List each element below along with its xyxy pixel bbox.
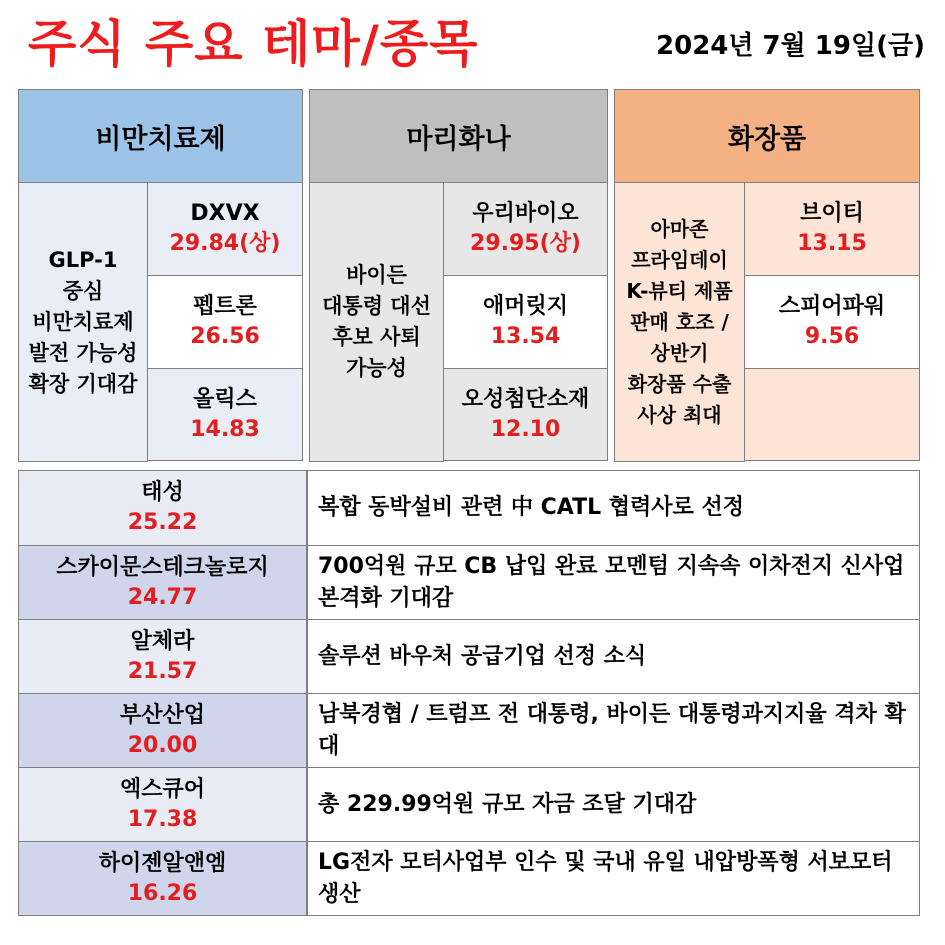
stock-cell: [18, 767, 307, 842]
stock-change: 13.15: [797, 231, 867, 256]
stock-change: 29.84(상): [169, 231, 281, 256]
stock-change: 24.77: [127, 584, 198, 610]
table-row: [18, 693, 920, 768]
stock-change: 14.83: [190, 416, 260, 442]
theme-title: 비만치료제: [18, 89, 303, 183]
stock-reason: 솔루션 바우처 공급기업 선정 소식: [307, 619, 920, 694]
stock-name: 우리바이오: [472, 201, 579, 226]
table-row: [18, 545, 920, 620]
report-date: 2024년 7월 19일(금): [656, 31, 925, 61]
stock-cell: [443, 182, 608, 276]
stock-cell: [18, 841, 307, 916]
stock-reason: 남북경협 / 트럼프 전 대통령, 바이든 대통령과지지율 격차 확대: [307, 693, 920, 768]
stock-change: 16.26: [127, 880, 198, 906]
empty-stock-cell: [744, 368, 920, 461]
stock-name: 엑스큐어: [119, 776, 205, 802]
stock-change: 17.38: [127, 806, 198, 832]
stock-cell: [443, 275, 608, 369]
stock-cell: [18, 619, 307, 694]
stock-reason: 총 229.99억원 규모 자금 조달 기대감: [307, 767, 920, 842]
stock-cell: [744, 275, 920, 369]
stock-cell: [18, 545, 307, 620]
theme-description: 아마존 프라임데이 K-뷰티 제품 판매 호조 / 상반기 화장품 수출 사상 최대: [614, 182, 745, 462]
stock-reason: LG전자 모터사업부 인수 및 국내 유일 내압방폭형 서보모터 생산: [307, 841, 920, 916]
stock-name: 부산산업: [119, 702, 205, 728]
stock-name: 브이티: [800, 201, 864, 226]
stock-name: DXVX: [190, 201, 260, 226]
theme-title: 마리화나: [309, 89, 608, 183]
table-row: [18, 767, 920, 842]
stock-change: 26.56: [190, 324, 260, 349]
table-row: [18, 619, 920, 694]
stock-cell: [744, 182, 920, 276]
stock-change: 25.22: [127, 510, 198, 535]
theme-title: 화장품: [614, 89, 920, 183]
stock-change: 21.57: [127, 658, 198, 684]
table-row: [18, 841, 920, 916]
theme-panel-obesity: [18, 89, 303, 461]
stock-name: 스카이문스테크놀로지: [56, 554, 269, 580]
stock-name: 펩트론: [193, 294, 257, 319]
stock-cell: [18, 693, 307, 768]
stock-cell: [147, 368, 303, 461]
stock-reason: 700억원 규모 CB 납입 완료 모멘텀 지속속 이차전지 신사업 본격화 기대감: [307, 545, 920, 620]
table-row: [18, 470, 920, 546]
theme-description: GLP-1 중심 비만치료제 발전 가능성 확장 기대감: [18, 182, 148, 462]
theme-panel-cosmetics: [614, 89, 920, 461]
stock-name: 애머릿지: [482, 294, 568, 319]
page-title: 주식 주요 테마/종목: [28, 15, 479, 73]
theme-panel-marijuana: [309, 89, 608, 461]
stock-name: 태성: [141, 480, 184, 505]
stock-reason: 복합 동박설비 관련 中 CATL 협력사로 선정: [307, 470, 920, 546]
stock-change: 13.54: [490, 324, 561, 349]
stock-change: 9.56: [804, 324, 860, 349]
stock-name: 오성첨단소재: [461, 386, 590, 412]
stock-cell: [18, 470, 307, 546]
stock-change: 20.00: [127, 732, 198, 758]
stock-change: 29.95(상): [470, 231, 581, 256]
stock-change: 12.10: [490, 416, 561, 442]
stock-name: 하이젠알앤엠: [98, 850, 227, 876]
stock-cell: [147, 275, 303, 369]
stock-name: 올릭스: [193, 386, 257, 412]
stock-cell: [147, 182, 303, 276]
stock-name: 알체라: [130, 628, 195, 654]
theme-description: 바이든 대통령 대선 후보 사퇴 가능성: [309, 182, 444, 462]
stock-name: 스피어파워: [778, 294, 886, 319]
stock-cell: [443, 368, 608, 461]
